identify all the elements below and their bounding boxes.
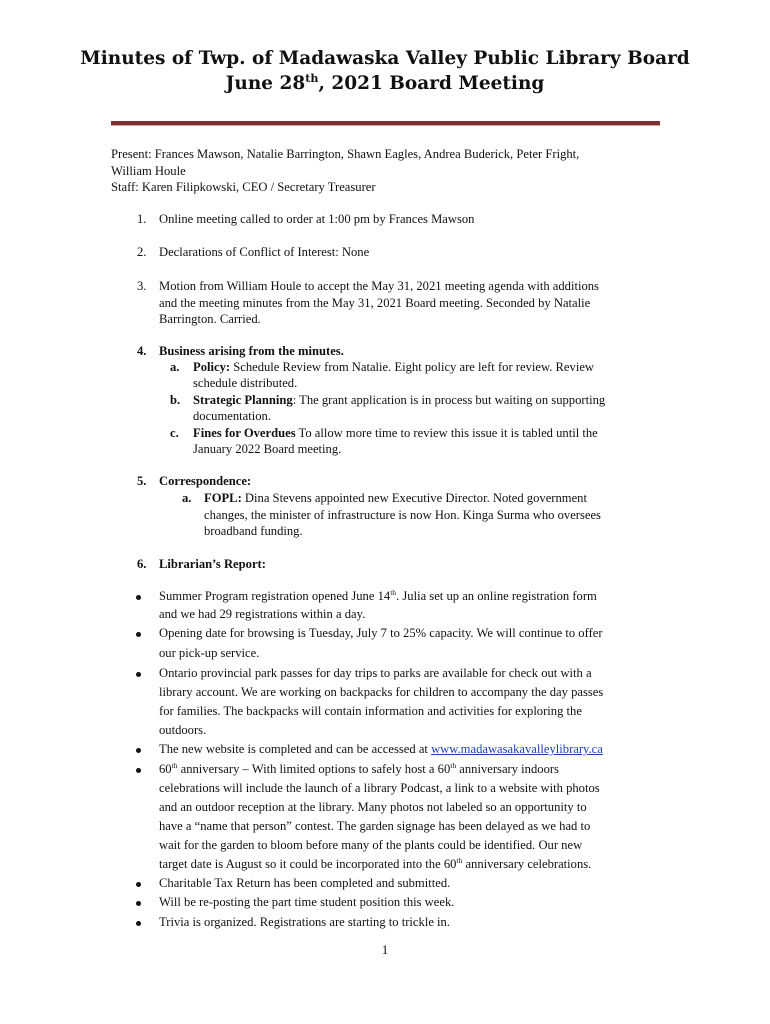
report-2-line-2: our pick-up service.: [159, 646, 260, 660]
report-5-line-6: [159, 856, 591, 873]
item-4b-text: : The grant application is in process but waiting on supporting: [292, 393, 606, 407]
item-1-text: Online meeting called to order at 1:00 pm by Frances Mawson: [159, 212, 475, 226]
item-5a-letter: [182, 490, 191, 507]
item-4c-label: Fines for Overdues: [193, 426, 296, 440]
report-3-line-1: Ontario provincial park passes for day trips to parks are available for check out with a: [159, 666, 592, 680]
bullet-icon: [136, 901, 141, 906]
report-5-line-3: and an outdoor reception at the library. Many photos not labeled so an opportunity to: [159, 800, 587, 814]
item-4c-text: To allow more time to review this issue it is tabled until the: [295, 426, 598, 440]
report-5-sup-3: th: [456, 855, 463, 865]
item-5-number-text: 5.: [137, 474, 147, 488]
item-3-line-1: Motion from William Houle to accept the May 31, 2021 meeting agenda with additions: [159, 279, 599, 293]
title-line-2: [0, 73, 770, 94]
item-4c-letter: [170, 425, 179, 442]
item-2-text: Declarations of Conflict of Interest: None: [159, 245, 370, 259]
item-4-heading-text: Business arising from the minutes.: [159, 344, 344, 358]
item-4a-label: Policy:: [193, 360, 231, 374]
report-2-line-1: Opening date for browsing is Tuesday, July 7 to 25% capacity. We will continue to offer: [159, 626, 603, 640]
item-4b-letter: [170, 392, 180, 409]
item-6-number-text: 6.: [137, 557, 147, 571]
report-5-text-c: anniversary indoors: [456, 762, 559, 776]
item-5a-line-3: broadband funding.: [204, 524, 303, 538]
item-5a-label: FOPL:: [204, 491, 242, 505]
item-5a-text: Dina Stevens appointed new Executive Director. Noted government: [241, 491, 587, 505]
report-5-line-2: celebrations will include the launch of a library Podcast, a link to a website with photos: [159, 781, 600, 795]
item-3-line-2: and the meeting minutes from the May 31, 2021 Board meeting. Seconded by Natalie: [159, 296, 591, 310]
item-4a-letter: [170, 359, 179, 376]
item-5a-letter-text: a.: [182, 491, 192, 505]
report-5-line-1: [159, 761, 559, 778]
report-1-line-2: and we had 29 registrations within a day.: [159, 607, 366, 621]
report-3-line-4: outdoors.: [159, 723, 207, 737]
item-5-heading-text: Correspondence:: [159, 474, 252, 488]
bullet-icon: [136, 672, 141, 677]
item-4b-label: Strategic Planning: [193, 393, 293, 407]
title-date-suffix: th: [305, 71, 319, 85]
title-line-1: Minutes of Twp. of Madawaska Valley Public Library Board: [80, 48, 690, 69]
report-5-line-4: have a “name that person” contest. The garden signage has been delayed as we had to: [159, 819, 591, 833]
bullet-icon: [136, 921, 141, 926]
title-date-prefix: June 28: [225, 73, 306, 94]
item-4c-line-2: January 2022 Board meeting.: [193, 442, 342, 456]
report-5-sup-2: th: [450, 760, 457, 770]
report-1-sup: th: [390, 587, 397, 597]
report-5-sup-1: th: [171, 760, 178, 770]
item-4-heading: [159, 343, 344, 360]
staff-line: Staff: Karen Filipkowski, CEO / Secretary Treasurer: [111, 180, 376, 194]
bullet-icon: [136, 882, 141, 887]
item-4a-text: Schedule Review from Natalie. Eight policy are left for review. Review: [230, 360, 594, 374]
bullet-icon: [136, 595, 141, 600]
item-4a-letter-text: a.: [170, 360, 180, 374]
item-5a-line-2: changes, the minister of infrastructure is now Hon. Kinga Surma who oversees: [204, 508, 601, 522]
report-5-text-e: anniversary celebrations.: [462, 857, 592, 871]
report-5-text-a: 60: [159, 762, 172, 776]
report-1-text-b: . Julia set up an online registration form: [396, 589, 597, 603]
item-5-number: [137, 473, 146, 490]
item-4a-line-1: [193, 359, 594, 376]
report-5-text-b: anniversary – With limited options to safely host a 60: [177, 762, 451, 776]
bullet-icon: [136, 632, 141, 637]
item-5-heading: [159, 473, 251, 490]
report-3-line-3: for families. The backpacks will contain information and activities for exploring the: [159, 704, 582, 718]
report-5-line-5: wait for the garden to bloom before many of the plants could be identified. Our new: [159, 838, 583, 852]
report-1-text-a: Summer Program registration opened June 14: [159, 589, 391, 603]
item-4c-letter-text: c.: [170, 426, 179, 440]
item-3-line-3: Barrington. Carried.: [159, 312, 261, 326]
report-6-line-1: Charitable Tax Return has been completed and submitted.: [159, 876, 451, 890]
report-1-line-1: [159, 588, 597, 605]
item-6-number: [137, 556, 146, 573]
item-6-heading-text: Librarian’s Report:: [159, 557, 266, 571]
item-4b-line-1: [193, 392, 605, 409]
report-4-text: The new website is completed and can be accessed at: [159, 742, 432, 756]
library-website-link[interactable]: www.madawasakavalleylibrary.ca: [431, 742, 603, 756]
item-4a-line-2: schedule distributed.: [193, 376, 298, 390]
present-line-2: William Houle: [111, 164, 186, 178]
item-5a-line-1: [204, 490, 587, 507]
item-4-number: [137, 343, 146, 360]
header-divider: [111, 121, 660, 126]
item-4b-letter-text: b.: [170, 393, 181, 407]
report-7-line-1: Will be re-posting the part time student position this week.: [159, 895, 455, 909]
report-5-text-d: target date is August so it could be incorporated into the 60: [159, 857, 457, 871]
bullet-icon: [136, 748, 141, 753]
item-4c-line-1: [193, 425, 598, 442]
report-8-line-1: Trivia is organized. Registrations are starting to trickle in.: [159, 915, 451, 929]
item-4-number-text: 4.: [137, 344, 147, 358]
item-6-heading: [159, 556, 266, 573]
item-2-number: 2.: [137, 245, 147, 259]
bullet-icon: [136, 768, 141, 773]
page-number: 1: [381, 943, 389, 957]
report-3-line-2: library account. We are working on backpacks for children to accompany the day passes: [159, 685, 604, 699]
title-date-rest: , 2021 Board Meeting: [318, 73, 545, 94]
item-4b-line-2: documentation.: [193, 409, 271, 423]
item-3-number: 3.: [137, 279, 147, 293]
present-line-1: Present: Frances Mawson, Natalie Barrington, Shawn Eagles, Andrea Buderick, Peter Fright,: [111, 147, 580, 161]
item-1-number: 1.: [137, 212, 147, 226]
report-4-line-1: [159, 741, 603, 758]
